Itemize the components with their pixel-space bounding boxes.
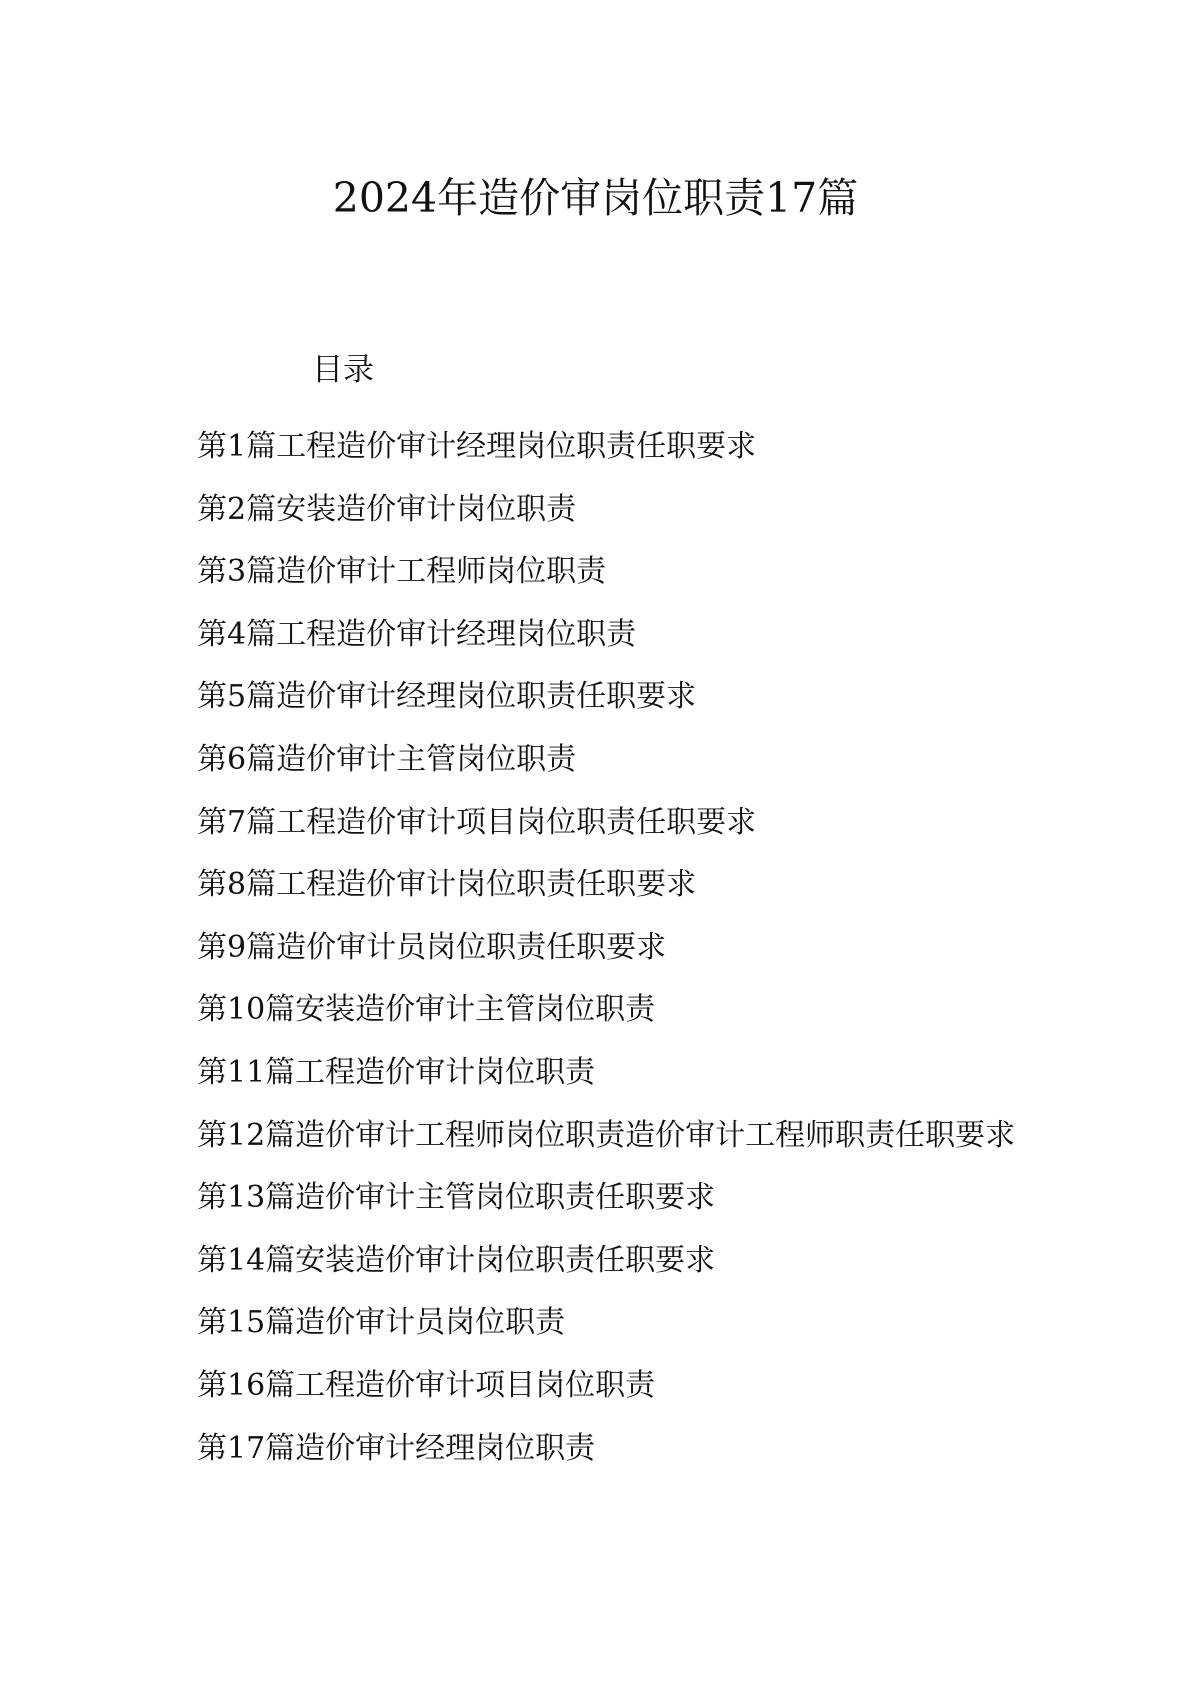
- toc-item-13: 第13篇造价审计主管岗位职责任职要求: [197, 1180, 716, 1216]
- toc-item-11: 第11篇工程造价审计岗位职责: [197, 1054, 596, 1090]
- toc-heading: 目录: [312, 352, 374, 388]
- toc-item-17: 第17篇造价审计经理岗位职责: [197, 1430, 596, 1466]
- toc-item-16: 第16篇工程造价审计项目岗位职责: [197, 1367, 656, 1403]
- toc-item-2: 第2篇安装造价审计岗位职责: [197, 491, 577, 527]
- toc-item-10: 第10篇安装造价审计主管岗位职责: [197, 992, 656, 1028]
- document-title: 2024年造价审岗位职责17篇: [332, 174, 859, 222]
- toc-item-12: 第12篇造价审计工程师岗位职责造价审计工程师职责任职要求: [197, 1117, 1016, 1153]
- toc-item-8: 第8篇工程造价审计岗位职责任职要求: [197, 867, 697, 903]
- toc-item-6: 第6篇造价审计主管岗位职责: [197, 741, 577, 777]
- table-of-contents: [181, 416, 1021, 1480]
- toc-item-5: 第5篇造价审计经理岗位职责任职要求: [197, 679, 697, 715]
- toc-item-4: 第4篇工程造价审计经理岗位职责: [197, 616, 637, 652]
- toc-item-3: 第3篇造价审计工程师岗位职责: [197, 554, 607, 590]
- toc-item-1: 第1篇工程造价审计经理岗位职责任职要求: [197, 429, 757, 464]
- toc-item-9: 第9篇造价审计员岗位职责任职要求: [197, 929, 667, 965]
- toc-item-14: 第14篇安装造价审计岗位职责任职要求: [197, 1242, 716, 1278]
- toc-item-7: 第7篇工程造价审计项目岗位职责任职要求: [197, 804, 757, 840]
- toc-item-15: 第15篇造价审计员岗位职责: [197, 1305, 566, 1341]
